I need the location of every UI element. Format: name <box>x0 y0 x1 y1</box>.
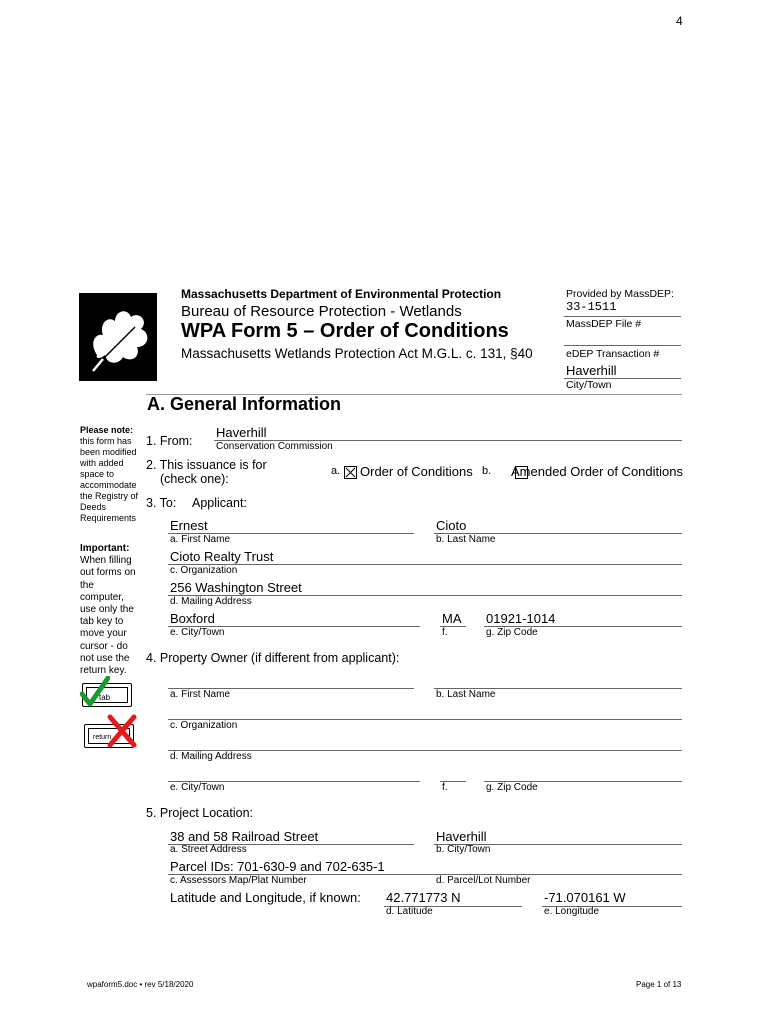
return-key-label: return <box>93 734 112 741</box>
section-title: A. General Information <box>147 394 342 414</box>
owner-label: 4. Property Owner (if different from applicant): <box>146 651 400 665</box>
project-city-label: b. City/Town <box>436 844 491 855</box>
latitude-value[interactable]: 42.771773 N <box>386 890 461 905</box>
agency-name: Massachusetts Department of Environmental Protection <box>181 287 502 301</box>
longitude-label: e. Longitude <box>544 906 600 917</box>
city-label: e. City/Town <box>170 627 225 638</box>
form-title: WPA Form 5 – Order of Conditions <box>181 320 509 342</box>
issuance-sub: (check one): <box>160 472 229 486</box>
owner-mailing-address-label: d. Mailing Address <box>170 751 252 762</box>
organization-label: c. Organization <box>170 565 238 576</box>
assessors-map[interactable]: Parcel IDs: 701-630-9 and 702-635-1 <box>170 859 385 874</box>
parcel-lot-label: d. Parcel/Lot Number <box>436 875 531 886</box>
location-label: 5. Project Location: <box>146 806 254 820</box>
note-text: this form has been modified with added space to accommodate the Registry of Deeds Requirements <box>80 436 139 523</box>
from-sublabel: Conservation Commission <box>216 441 333 452</box>
applicant-organization[interactable]: Cioto Realty Trust <box>170 549 274 564</box>
assessors-map-label: c. Assessors Map/Plat Number <box>170 875 307 886</box>
applicant-mailing-address[interactable]: 256 Washington Street <box>170 580 302 595</box>
latlong-label: Latitude and Longitude, if known: <box>170 890 361 905</box>
zip-label: g. Zip Code <box>486 627 538 638</box>
bureau-name: Bureau of Resource Protection - Wetlands <box>181 303 462 320</box>
order-of-conditions-checkbox[interactable] <box>344 466 357 479</box>
footer-page: Page 1 of 13 <box>636 980 682 989</box>
massdep-file-label: MassDEP File # <box>566 318 642 330</box>
issuance-label: 2. This issuance is for <box>146 458 267 472</box>
applicant-last-name[interactable]: Cioto <box>436 518 467 533</box>
green-check-icon <box>80 676 110 708</box>
option-a-letter: a. <box>331 465 341 477</box>
last-name-label: b. Last Name <box>436 534 496 545</box>
note-title: Please note: <box>80 425 134 435</box>
option-b-label: Amended Order of Conditions <box>511 464 683 479</box>
option-a-label: Order of Conditions <box>360 464 473 479</box>
important-title: Important: <box>80 543 130 554</box>
to-label: 3. To: <box>146 496 177 510</box>
owner-zip-label: g. Zip Code <box>486 782 538 793</box>
massdep-file-number[interactable]: 33-1511 <box>566 300 617 314</box>
massdep-logo <box>79 293 157 381</box>
owner-city-label: e. City/Town <box>170 782 225 793</box>
applicant-label: Applicant: <box>192 496 247 510</box>
tab-key-label: tab <box>99 693 111 702</box>
from-value[interactable]: Haverhill <box>216 425 267 440</box>
project-city[interactable]: Haverhill <box>436 829 487 844</box>
state-label: f. <box>442 627 448 638</box>
red-x-icon <box>106 713 138 749</box>
owner-organization-label: c. Organization <box>170 720 238 731</box>
important-text: When filling out forms on the computer, use only the tab key to move your cursor - do not use the return key. <box>80 555 136 677</box>
longitude-value[interactable]: -71.070161 W <box>544 890 626 905</box>
applicant-city[interactable]: Boxford <box>170 611 215 626</box>
applicant-zip[interactable]: 01921-1014 <box>486 611 556 626</box>
act-reference: Massachusetts Wetlands Protection Act M.G.L. c. 131, §40 <box>181 346 533 361</box>
page-number: 4 <box>676 14 683 28</box>
sidebar-note <box>80 425 140 524</box>
project-street-label: a. Street Address <box>170 844 247 855</box>
from-label: 1. From: <box>146 434 193 448</box>
provided-city[interactable]: Haverhill <box>566 363 617 378</box>
footer-revision: wpaform5.doc • rev 5/18/2020 <box>87 980 194 989</box>
oak-leaf-icon <box>79 293 157 381</box>
owner-last-name-label: b. Last Name <box>436 689 496 700</box>
edep-transaction-label: eDEP Transaction # <box>566 348 660 360</box>
latitude-label: d. Latitude <box>386 906 433 917</box>
owner-organization-field[interactable] <box>168 719 682 720</box>
mailing-address-label: d. Mailing Address <box>170 596 252 607</box>
applicant-state[interactable]: MA <box>442 611 462 626</box>
provided-label: Provided by MassDEP: <box>566 288 674 300</box>
option-b-letter: b. <box>482 465 492 477</box>
first-name-label: a. First Name <box>170 534 231 545</box>
owner-state-label: f. <box>442 782 448 793</box>
project-street[interactable]: 38 and 58 Railroad Street <box>170 829 319 844</box>
applicant-first-name[interactable]: Ernest <box>170 518 208 533</box>
sidebar-important <box>80 543 140 677</box>
provided-city-label: City/Town <box>566 379 612 391</box>
owner-first-name-label: a. First Name <box>170 689 231 700</box>
